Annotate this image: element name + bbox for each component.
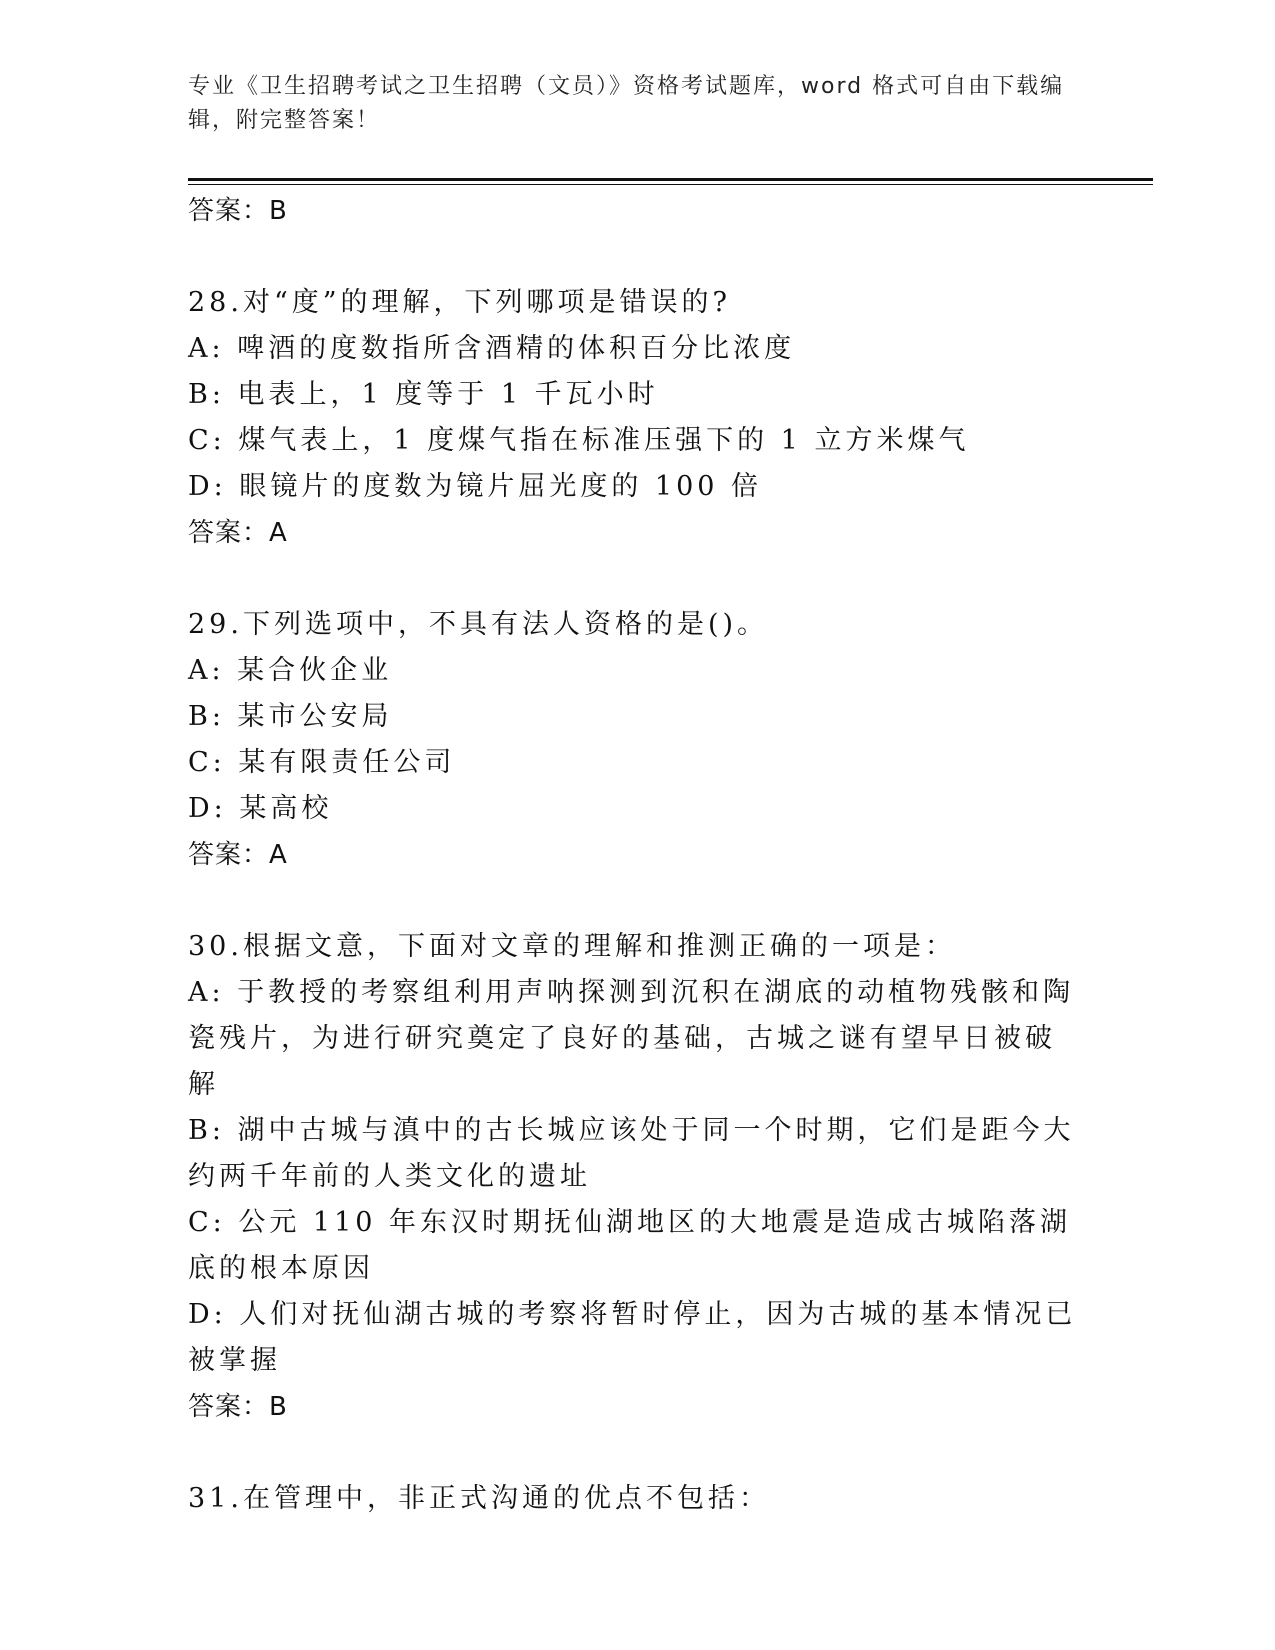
question-title: 29.下列选项中，不具有法人资格的是()。: [188, 609, 769, 640]
option-c: C: 公元 110 年东汉时期抚仙湖地区的大地震是造成古城陷落湖底的根本原因: [188, 1207, 1072, 1284]
option-b: B: 电表上，1 度等于 1 千瓦小时: [188, 379, 659, 410]
question-list: [188, 188, 1078, 1522]
question-title: 31.在管理中，非正式沟通的优点不包括：: [188, 1483, 770, 1514]
option-d: D: 某高校: [188, 793, 333, 824]
option-d: D: 眼镜片的度数为镜片屈光度的 100 倍: [188, 471, 763, 502]
option-a: A: 啤酒的度数指所含酒精的体积百分比浓度: [188, 333, 796, 364]
option-a: A: 某合伙企业: [188, 655, 393, 686]
answer-line: 答案：A: [188, 840, 288, 870]
option-d: D: 人们对抚仙湖古城的考察将暂时停止，因为古城的基本情况已被掌握: [188, 1299, 1077, 1376]
question-28: [188, 280, 1078, 556]
option-c: C: 某有限责任公司: [188, 747, 456, 778]
answer-line: 答案：B: [188, 1392, 288, 1422]
answer-line: 答案：B: [188, 196, 288, 226]
option-b: B: 湖中古城与滇中的古长城应该处于同一个时期，它们是距今大约两千年前的人类文化的遗址: [188, 1115, 1075, 1192]
question-title: 30.根据文意，下面对文章的理解和推测正确的一项是：: [188, 931, 956, 962]
document-header: 专业《卫生招聘考试之卫生招聘（文员）》资格考试题库，word 格式可自由下载编辑，附完整答案！: [188, 74, 1065, 133]
question-29: [188, 602, 1078, 878]
option-b: B: 某市公安局: [188, 701, 393, 732]
question-30: [188, 924, 1078, 1430]
answer-line: 答案：A: [188, 518, 288, 548]
option-c: C: 煤气表上，1 度煤气指在标准压强下的 1 立方米煤气: [188, 425, 970, 456]
header-rule-thin: [188, 184, 1153, 185]
option-a: A: 于教授的考察组利用声呐探测到沉积在湖底的动植物残骸和陶瓷残片，为进行研究奠定了良好的基础，古城之谜有望早日被破解: [188, 977, 1075, 1100]
question-31: [188, 1476, 1078, 1522]
header-rule-thick: [188, 178, 1153, 181]
question-title: 28.对“度”的理解，下列哪项是错误的?: [188, 287, 732, 318]
